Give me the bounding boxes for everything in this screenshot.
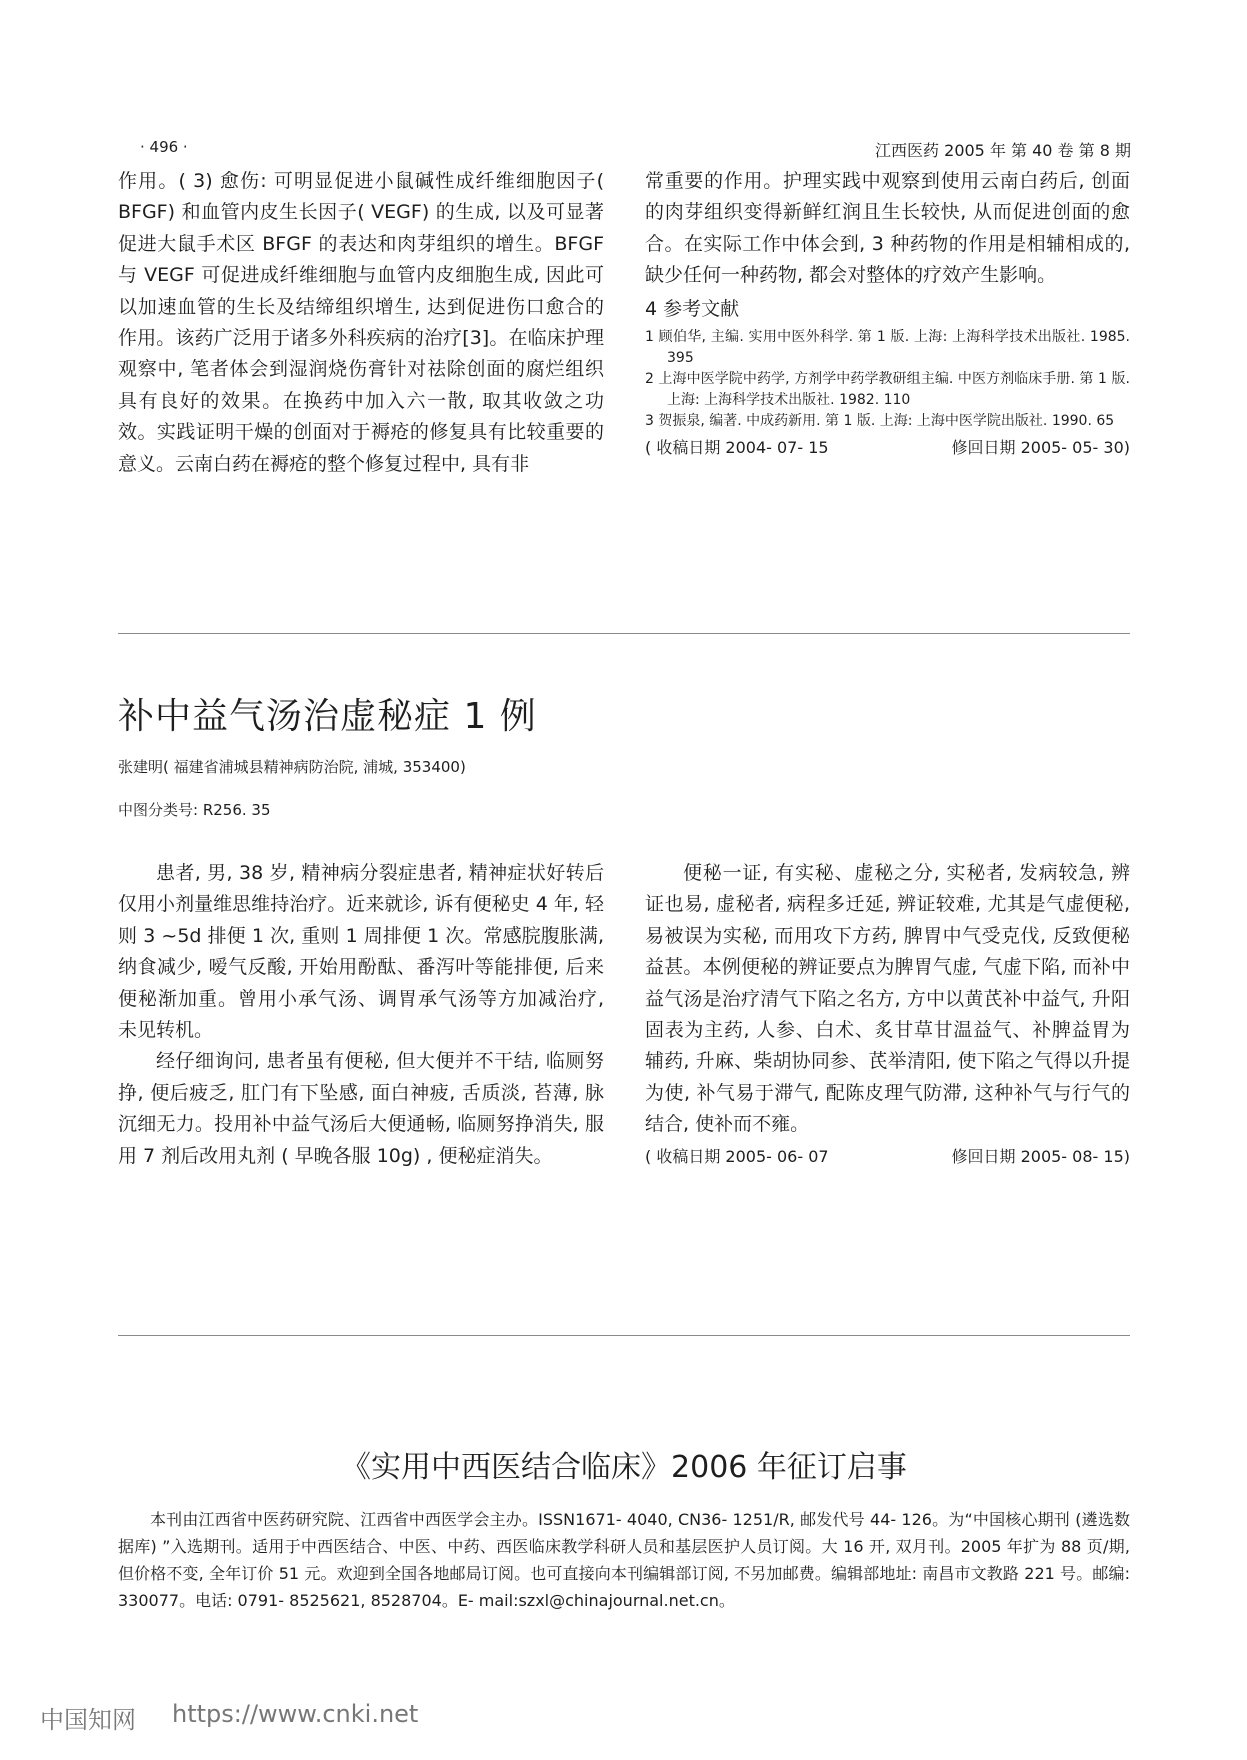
- top-left-text: 作用。( 3) 愈伤: 可明显促进小鼠碱性成纤维细胞因子( BFGF) 和血管内皮生长因子( VEGF) 的生成, 以及可显著促进大鼠手术区 BFGF 的表达和肉芽组织的增生。BFGF 与 VEGF 可促进成纤维细胞与血管内皮细胞生成, 因此可以加速血管的生长及结缔组织增生, 达到促进伤口愈合的作用。该药广泛用于诸多外科疾病的治疗[3]。在临床护理观察中, 笔者体会到湿润烧伤膏针对祛除创面的腐烂组织具有良好的效果。在换药中加入六一散, 取其收敛之功效。实践证明干燥的创面对于褥疮的修复具有比较重要的意义。云南白药在褥疮的整个修复过程中, 具有非: [118, 170, 604, 475]
- reference-list: [645, 327, 1130, 432]
- top-left-column: [118, 166, 604, 480]
- journal-info: 江西医药 2005 年 第 40 卷 第 8 期: [875, 141, 1131, 160]
- reference-item: 3 贺振泉, 编著. 中成药新用. 第 1 版. 上海: 上海中医学院出版社. 1990. 65: [645, 413, 1115, 430]
- article-author: 张建明( 福建省浦城县精神病防治院, 浦城, 353400): [118, 758, 466, 776]
- revised-date: 修回日期 2005- 08- 15): [951, 1146, 1130, 1166]
- article-left-column: [118, 858, 604, 1172]
- received-date: ( 收稿日期 2004- 07- 15: [645, 438, 829, 458]
- article-paragraph: 便秘一证, 有实秘、虚秘之分, 实秘者, 发病较急, 辨证也易, 虚秘者, 病程多迁延, 辨证较难, 尤其是气虚便秘, 易被误为实秘, 而用攻下方药, 脾胃中气受克伐, 反致便秘益甚。本例便秘的辨证要点为脾胃气虚, 气虚下陷, 而补中益气汤是治疗清气下陷之名方, 方中以黄芪补中益气, 升阳固表为主药, 人参、白术、炙甘草甘温益气、补脾益胃为辅药, 升麻、柴胡协同参、芪举清阳, 使下陷之气得以升提为使, 补气易于滞气, 配陈皮理气防滞, 这种补气与行气的结合, 使补而不雍。: [645, 862, 1130, 1136]
- top-dates: [645, 434, 1130, 462]
- article-paragraph: 经仔细询问, 患者虽有便秘, 但大便并不干结, 临厕努挣, 便后疲乏, 肛门有下坠感, 面白神疲, 舌质淡, 苔薄, 脉沉细无力。投用补中益气汤后大便通畅, 临厕努挣消失, 服用 7 剂后改用丸剂 ( 早晚各服 10g) , 便秘症消失。: [118, 1050, 604, 1167]
- article-classification: 中图分类号: R256. 35: [118, 801, 271, 819]
- notice-body: [118, 1506, 1130, 1614]
- section-divider: [118, 633, 1130, 634]
- references-heading: 4 参考文献: [645, 297, 740, 320]
- article-dates: [645, 1143, 1130, 1171]
- received-date: ( 收稿日期 2005- 06- 07: [645, 1146, 829, 1166]
- watermark-url: https://www.cnki.net: [172, 1700, 419, 1728]
- article-paragraph: 患者, 男, 38 岁, 精神病分裂症患者, 精神症状好转后仅用小剂量维思维持治疗。近来就诊, 诉有便秘史 4 年, 轻则 3 ~5d 排便 1 次, 重则 1 周排便 1 次。常感脘腹胀满, 纳食减少, 嗳气反酸, 开始用酚酞、番泻叶等能排便, 后来便秘渐加重。曾用小承气汤、调胃承气汤等方加减治疗, 未见转机。: [118, 862, 604, 1042]
- article-title: 补中益气汤治虚秘症 1 例: [118, 696, 537, 737]
- notice-text: 本刊由江西省中医药研究院、江西省中西医学会主办。ISSN1671- 4040, CN36- 1251/R, 邮发代号 44- 126。为“中国核心期刊 (遴选数据库) ”入选期刊。适用于中西医结合、中医、中药、西医临床教学科研人员和基层医护人员订阅。大 16 开, 双月刊。2005 年扩为 88 页/期, 但价格不变, 全年订价 51 元。欢迎到全国各地邮局订阅。也可直接向本刊编辑部订阅, 不另加邮费。编辑部地址: 南昌市文教路 221 号。邮编: 330077。电话: 0791- 8525621, 8528704。E- mail:szxl@chinajournal.net.cn。: [118, 1510, 1130, 1610]
- revised-date: 修回日期 2005- 05- 30): [951, 438, 1130, 458]
- page-number: · 496 ·: [140, 138, 188, 156]
- reference-item: 1 顾伯华, 主编. 实用中医外科学. 第 1 版. 上海: 上海科学技术出版社. 1985. 395: [645, 329, 1130, 367]
- article-right-column: [645, 858, 1130, 1171]
- notice-title: 《实用中西医结合临床》2006 年征订启事: [341, 1450, 907, 1485]
- reference-item: 2 上海中医学院中药学, 方剂学中药学教研组主编. 中医方剂临床手册. 第 1 版. 上海: 上海科学技术出版社. 1982. 110: [645, 371, 1130, 409]
- section-divider: [118, 1335, 1130, 1336]
- notice: [118, 1442, 1130, 1614]
- watermark-logo: 中国知网: [40, 1706, 136, 1734]
- top-right-column: [645, 166, 1130, 462]
- top-right-text: 常重要的作用。护理实践中观察到使用云南白药后, 创面的肉芽组织变得新鲜红润且生长较快, 从而促进创面的愈合。在实际工作中体会到, 3 种药物的作用是相辅相成的, 缺少任何一种药物, 都会对整体的疗效产生影响。: [645, 170, 1130, 287]
